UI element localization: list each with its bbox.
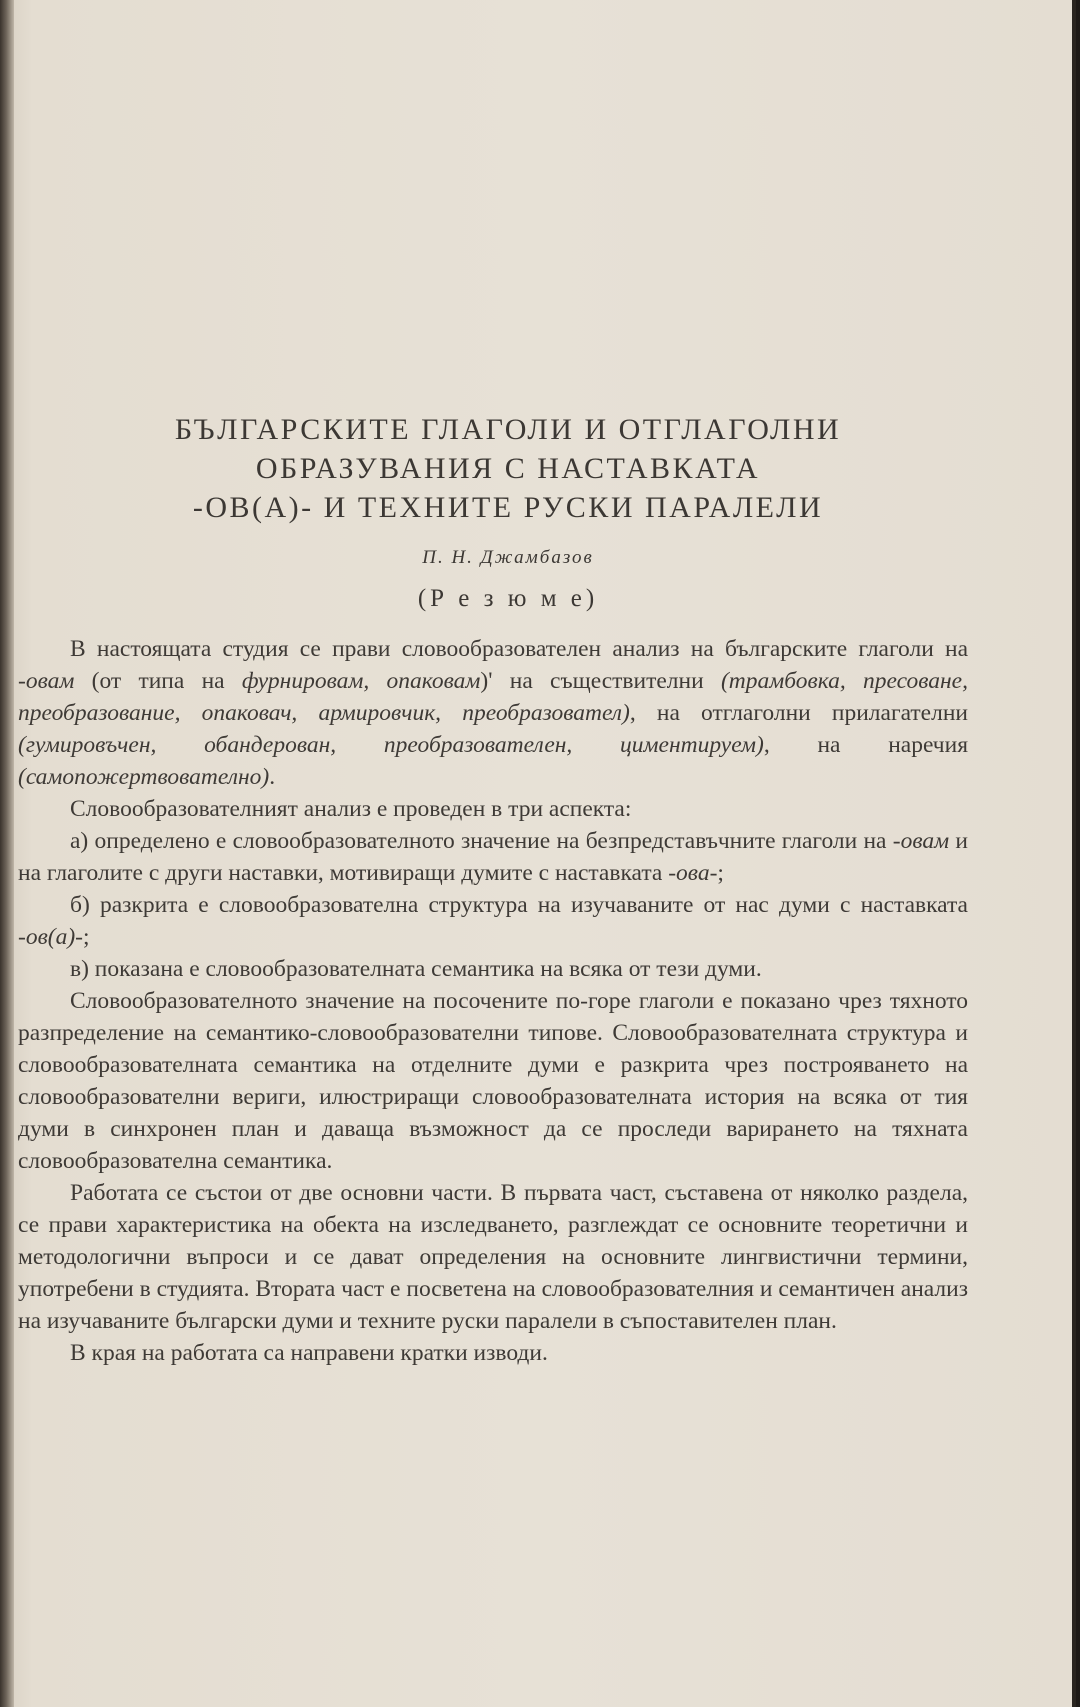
item-a-text-c: и на глаголите с други наставки, мотивиращи думите с наставката — [18, 828, 968, 886]
p1-text-k: . — [269, 764, 276, 790]
p1-text-i: , на наречия — [763, 732, 968, 758]
binding-edge — [0, 0, 14, 1707]
item-a-term-ovam: -овам — [892, 828, 950, 854]
author: П. Н. Джамбазов — [422, 547, 594, 568]
paragraph-2: Словообразователният анализ е проведен в три аспекта: — [70, 796, 632, 822]
p1-text-g: , на отглаголни прилагателни — [629, 700, 968, 726]
item-b-text-a: б) разкрита е словообразователна структура на изучаваните от нас думи с наставката — [70, 892, 968, 918]
item-a-term-ova: -ова- — [668, 860, 718, 886]
p1-examples-nouns: (трамбовка, пресоване, преобразование, опаковач, армировчик, преобразовател) — [18, 668, 968, 726]
paragraph-3: Словообразователното значение на посочените по-горе глаголи е показано чрез тяхното разпределение на семантико-словообразователни типове. Словообразователната структура и словообразователната семантика на отделните думи е разкрита чрез построяването на словообразователни вериги, илюстриращи словообразователната история на всяка от тия думи в синхронен план и даваща възможност да се проследи варирането на тяхната словообразователна семантика. — [18, 988, 968, 1174]
resume-heading: (Р е з ю м е) — [417, 585, 599, 612]
page-right-edge — [1072, 0, 1076, 1707]
p1-term-ovam: -овам — [18, 668, 75, 694]
p1-text-e: )' на съществителни — [480, 668, 721, 694]
p1-examples-adjectives: (гумировъчен, обандерован, преобразователен, циментируем) — [18, 732, 764, 758]
list-item-a — [18, 825, 968, 889]
title-line-2: ОБРАЗУВАНИЯ С НАСТАВКАТА — [255, 452, 761, 485]
list-item-c: в) показана е словообразователната семантика на всяка от тези думи. — [70, 956, 762, 982]
item-b-term-ova: -ов(а)- — [18, 924, 84, 950]
p1-text-c: (от типа на — [74, 668, 242, 694]
item-a-text-a: а) определено е словообразователното значение на безпредставъчните глаголи на — [70, 828, 893, 854]
item-b-text-c: ; — [83, 924, 90, 950]
summary-body — [18, 633, 968, 1369]
title-line-3: -ОВ(А)- И ТЕХНИТЕ РУСКИ ПАРАЛЕЛИ — [192, 491, 824, 524]
paragraph-4: Работата се състои от две основни части. В първата част, съставена от няколко раздела, се прави характеристика на обекта на изследването, разглеждат се основните теоретични и методологични въпроси и се дават определения на основните лингвистични термини, употребени в студията. Втората част е посветена на словообразователния и семантичен анализ на изучаваните български думи и техните руски паралели в съпоставителен план. — [18, 1180, 968, 1334]
title-line-1: БЪЛГАРСКИТЕ ГЛАГОЛИ И ОТГЛАГОЛНИ — [174, 413, 842, 446]
p1-text-a: В настоящата студия се прави словообразователен анализ на българските глаголи на — [70, 636, 968, 662]
paragraph-1 — [18, 633, 968, 793]
list-item-b — [18, 889, 968, 953]
article — [18, 410, 968, 1369]
p1-examples-adverbs: (самопожертвователно) — [18, 764, 270, 790]
item-a-text-e: ; — [717, 860, 724, 886]
paragraph-5: В края на работата са направени кратки изводи. — [70, 1340, 548, 1366]
p1-examples-verbs: фурнировам, опаковам — [241, 668, 481, 694]
article-title — [18, 410, 968, 527]
